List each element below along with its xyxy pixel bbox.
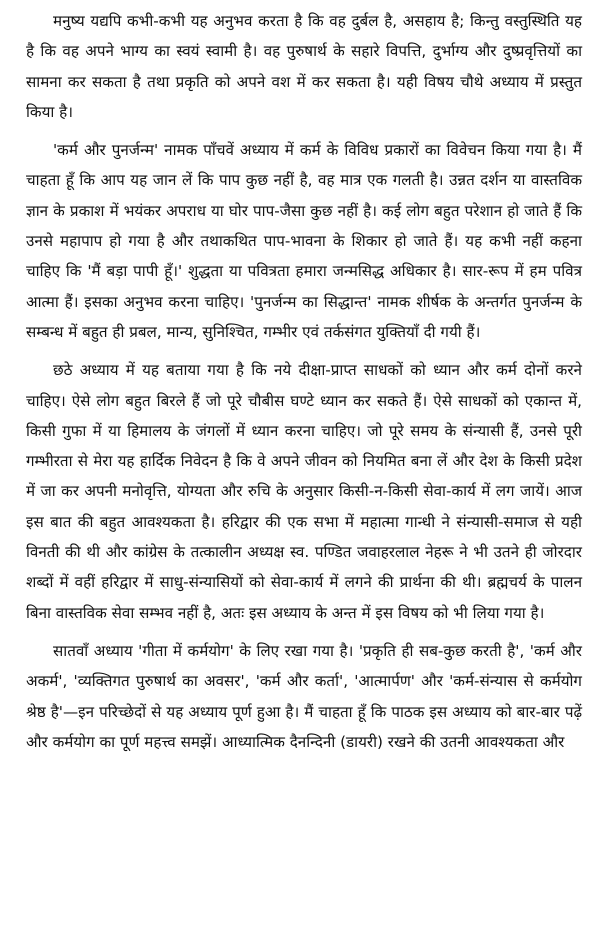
paragraph-chapter-five: 'कर्म और पुनर्जन्म' नामक पाँचवें अध्याय में कर्म के विविध प्रकारों का विवेचन किया गया है। मैं चाहता हूँ कि आप यह जान लें कि पाप कुछ नहीं है, वह मात्र एक गलती है। उन्नत दर्शन या वास्तविक ज्ञान के प्रकाश में भयंकर अपराध या घोर पाप-जैसा कुछ नहीं है। कई लोग बहुत परेशान हो जाते हैं कि उनसे महापाप हो गया है और तथाकथित पाप-भावना के शिकार हो जाते हैं। यह कभी नहीं कहना चाहिए कि 'मैं बड़ा पापी हूँ।' शुद्धता या पवित्रता हमारा जन्मसिद्ध अधिकार है। सार-रूप में हम पवित्र आत्मा हैं। इसका अनुभव करना चाहिए। 'पुनर्जन्म का सिद्धान्त' नामक शीर्षक के अन्तर्गत पुनर्जन्म के सम्बन्ध में बहुत ही प्रबल, मान्य, सुनिश्चित, गम्भीर एवं तर्कसंगत युक्तियाँ दी गयी हैं। (26, 141, 582, 341)
document-page (26, 6, 582, 757)
paragraph-chapter-six: छठे अध्याय में यह बताया गया है कि नये दीक्षा-प्राप्त साधकों को ध्यान और कर्म दोनों करने चाहिए। ऐसे लोग बहुत बिरले हैं जो पूरे चौबीस घण्टे ध्यान कर सकते हैं। ऐसे साधकों को एकान्त में, किसी गुफा में या हिमालय के जंगलों में ध्यान करना चाहिए। जो पूरे समय के संन्यासी हैं, उनसे पूरी गम्भीरता से मेरा यह हार्दिक निवेदन है कि वे अपने जीवन को नियमित बना लें और देश के किसी प्रदेश में जा कर अपनी मनोवृत्ति, योग्यता और रुचि के अनुसार किसी-न-किसी सेवा-कार्य में लग जायें। आज इस बात की बहुत आवश्यकता है। हरिद्वार की एक सभा में महात्मा गान्धी ने संन्यासी-समाज से यही विनती की थी और कांग्रेस के तत्कालीन अध्यक्ष स्व. पण्डित जवाहरलाल नेहरू ने भी उतने ही जोरदार शब्दों में वहीं हरिद्वार में साधु-संन्यासियों को सेवा-कार्य में लगने की प्रार्थना की थी। ब्रह्मचर्य के पालन बिना वास्तविक सेवा सम्भव नहीं है, अतः इस अध्याय के अन्त में इस विषय को भी लिया गया है। (26, 361, 582, 622)
paragraph-chapter-seven: सातवाँ अध्याय 'गीता में कर्मयोग' के लिए रखा गया है। 'प्रकृति ही सब-कुछ करती है', 'कर्म और अकर्म', 'व्यक्तिगत पुरुषार्थ का अवसर', 'कर्म और कर्ता', 'आत्मार्पण' और 'कर्म-संन्यास से कर्मयोग श्रेष्ठ है'—इन परिच्छेदों से यह अध्याय पूर्ण हुआ है। मैं चाहता हूँ कि पाठक इस अध्याय को बार-बार पढ़ें और कर्मयोग का पूर्ण महत्त्व समझें। आध्यात्मिक दैनन्दिनी (डायरी) रखने की उतनी आवश्यकता और (26, 641, 582, 751)
paragraph-chapter-four: मनुष्य यद्यपि कभी-कभी यह अनुभव करता है कि वह दुर्बल है, असहाय है; किन्तु वस्तुस्थिति यह है कि वह अपने भाग्य का स्वयं स्वामी है। वह पुरुषार्थ के सहारे विपत्ति, दुर्भाग्य और दुष्प्रवृत्तियों का सामना कर सकता है तथा प्रकृति को अपने वश में कर सकता है। यही विषय चौथे अध्याय में प्रस्तुत किया है। (26, 12, 582, 121)
